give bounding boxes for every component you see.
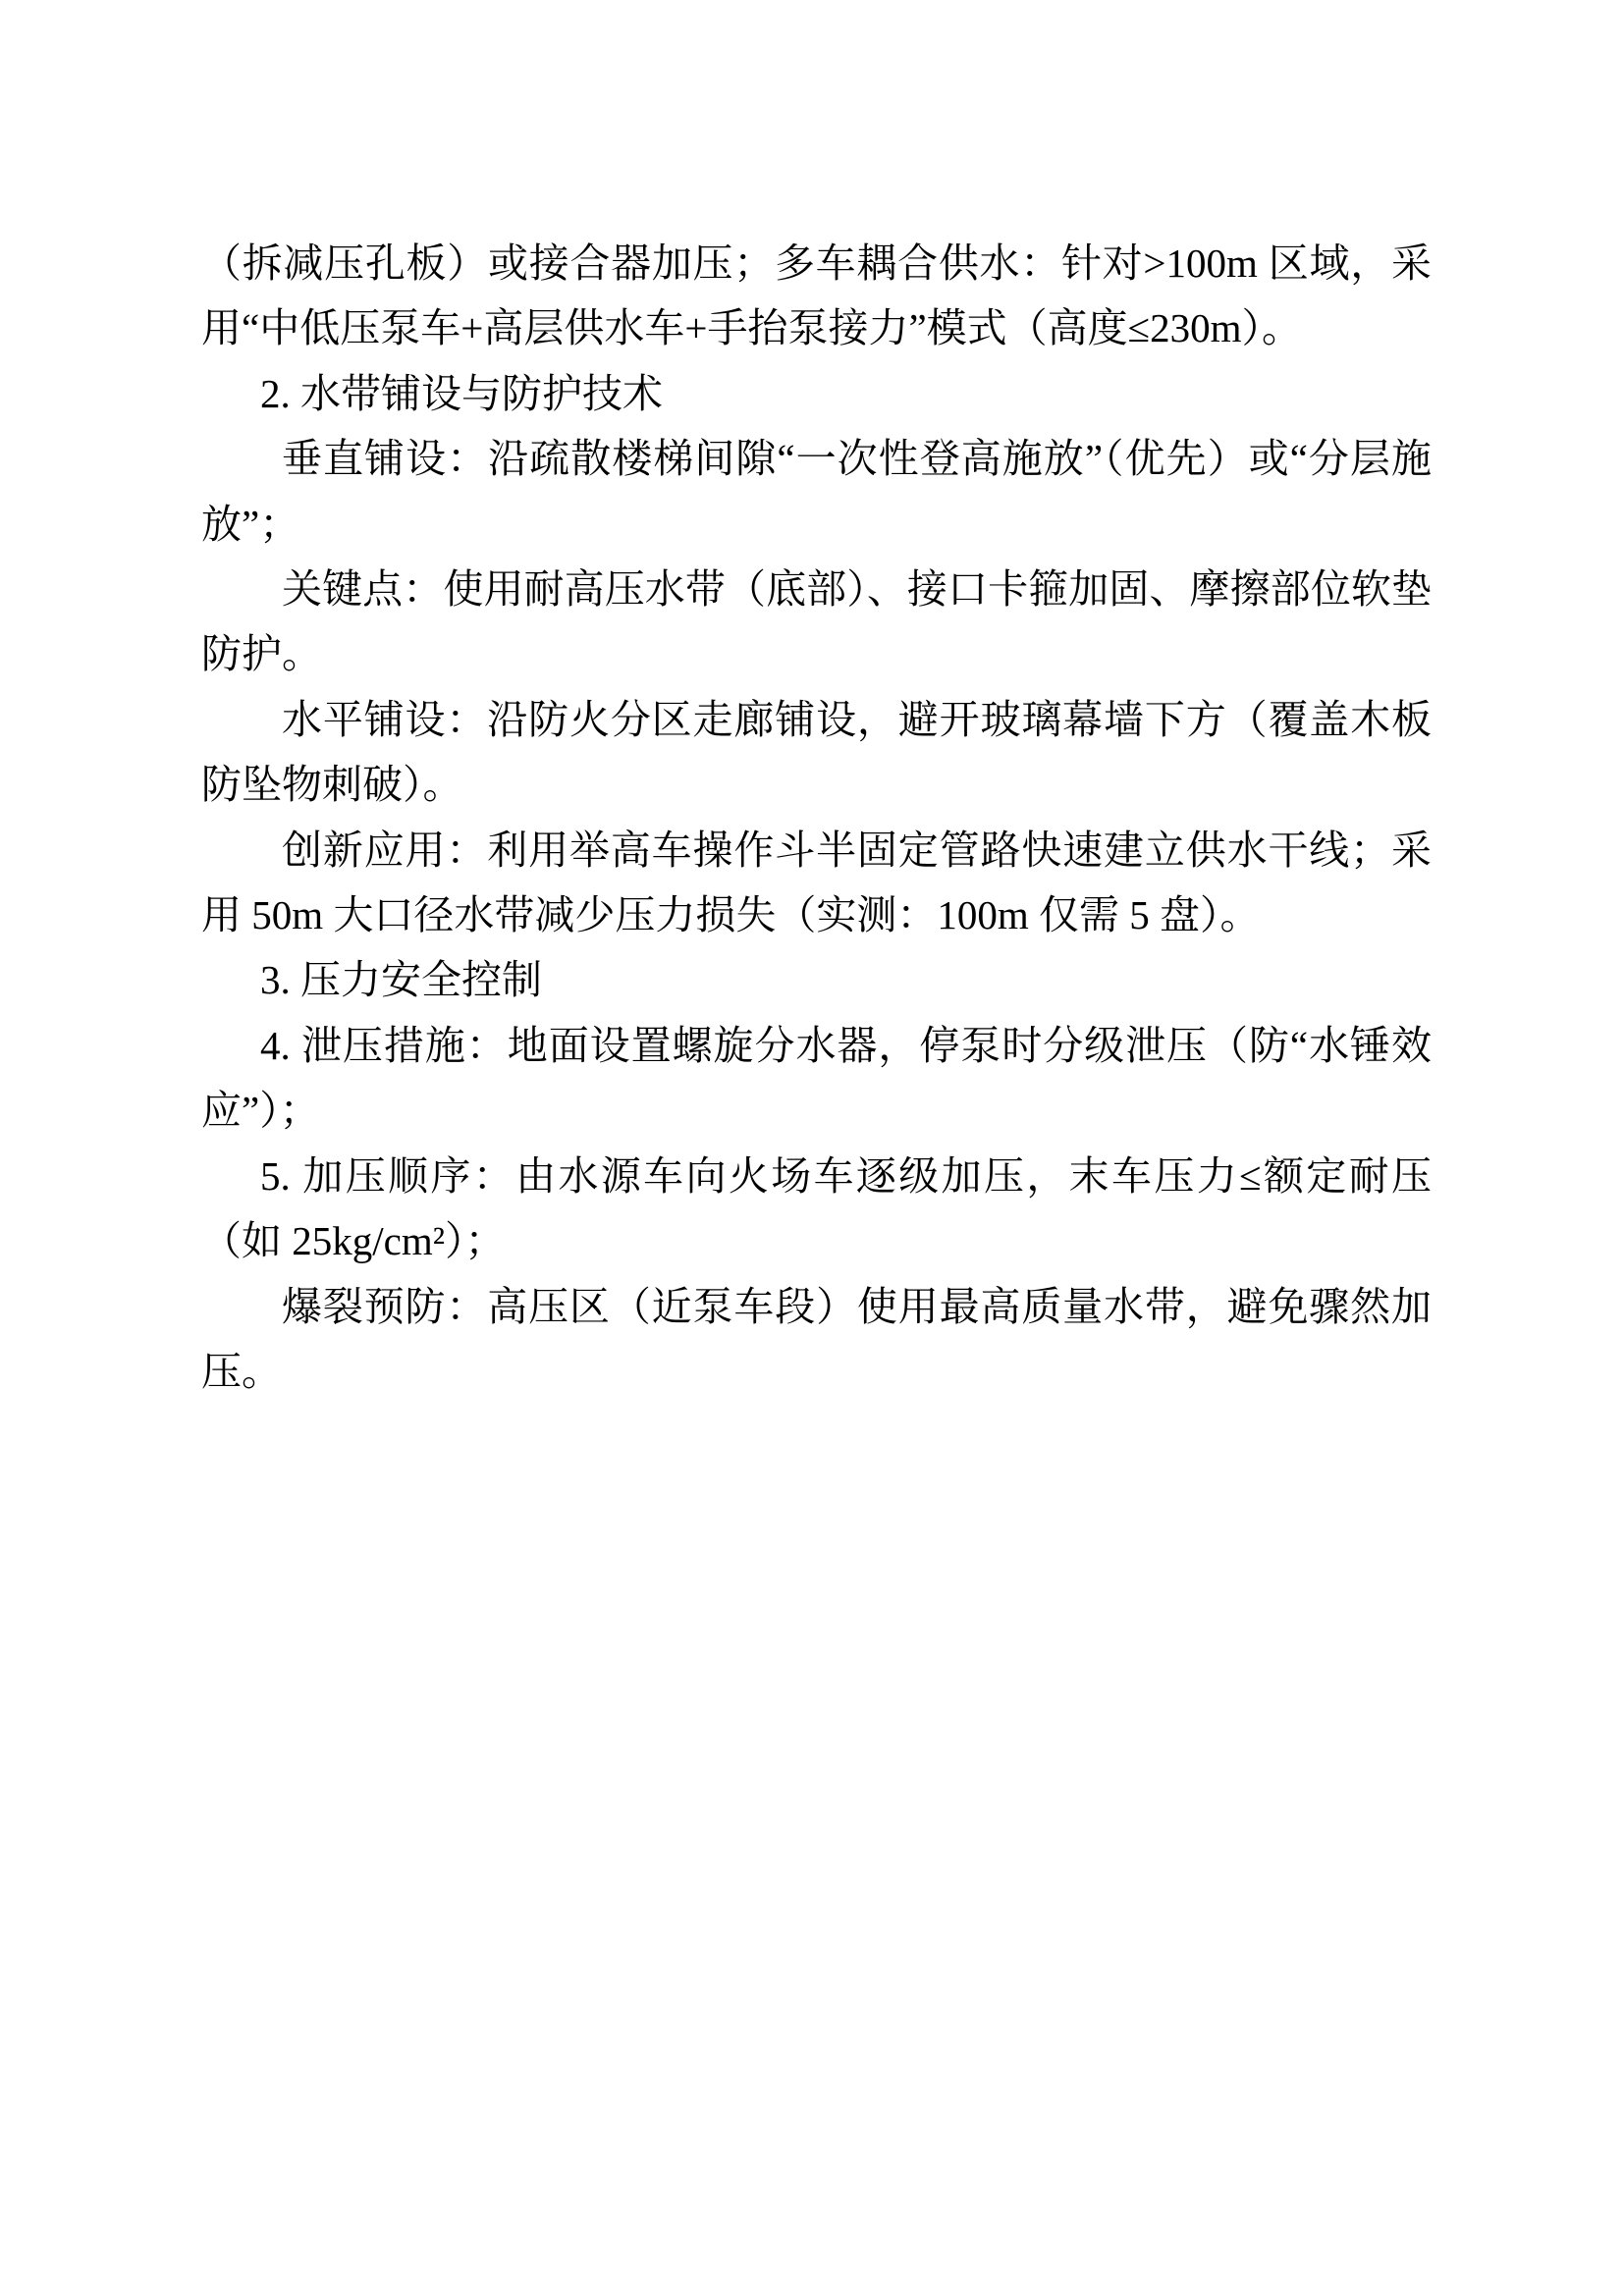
paragraph-1: （拆减压孔板）或接合器加压；多车耦合供水：针对>100m 区域，采用“中低压泵车+高层供水车+手抬泵接力”模式（高度≤230m）。 (201, 240, 1432, 351)
paragraph-heading-2: 2. 水带铺设与防护技术 (260, 370, 663, 416)
paragraph-burst-prevention: 爆裂预防：高压区（近泵车段）使用最高质量水带，避免骤然加压。 (201, 1283, 1432, 1394)
paragraph-vertical-laying: 垂直铺设：沿疏散楼梯间隙“一次性登高施放”（优先）或“分层施放”； (201, 436, 1432, 547)
paragraph-item-4: 4. 泄压措施：地面设置螺旋分水器，停泵时分级泄压（防“水锤效应”）； (201, 1022, 1432, 1134)
document-body (201, 231, 1432, 1404)
paragraph-innovative-application: 创新应用：利用举高车操作斗半固定管路快速建立供水干线；采用 50m 大口径水带减少压力损失（实测：100m 仅需 5 盘）。 (201, 827, 1432, 938)
paragraph-item-5: 5. 加压顺序：由水源车向火场车逐级加压，末车压力≤额定耐压（如 25kg/cm²）； (201, 1152, 1432, 1264)
paragraph-key-points: 关键点：使用耐高压水带（底部）、接口卡箍加固、摩擦部位软垫防护。 (201, 566, 1432, 677)
paragraph-horizontal-laying: 水平铺设：沿防火分区走廊铺设，避开玻璃幕墙下方（覆盖木板防坠物刺破）。 (201, 696, 1432, 808)
paragraph-heading-3: 3. 压力安全控制 (260, 957, 542, 1003)
